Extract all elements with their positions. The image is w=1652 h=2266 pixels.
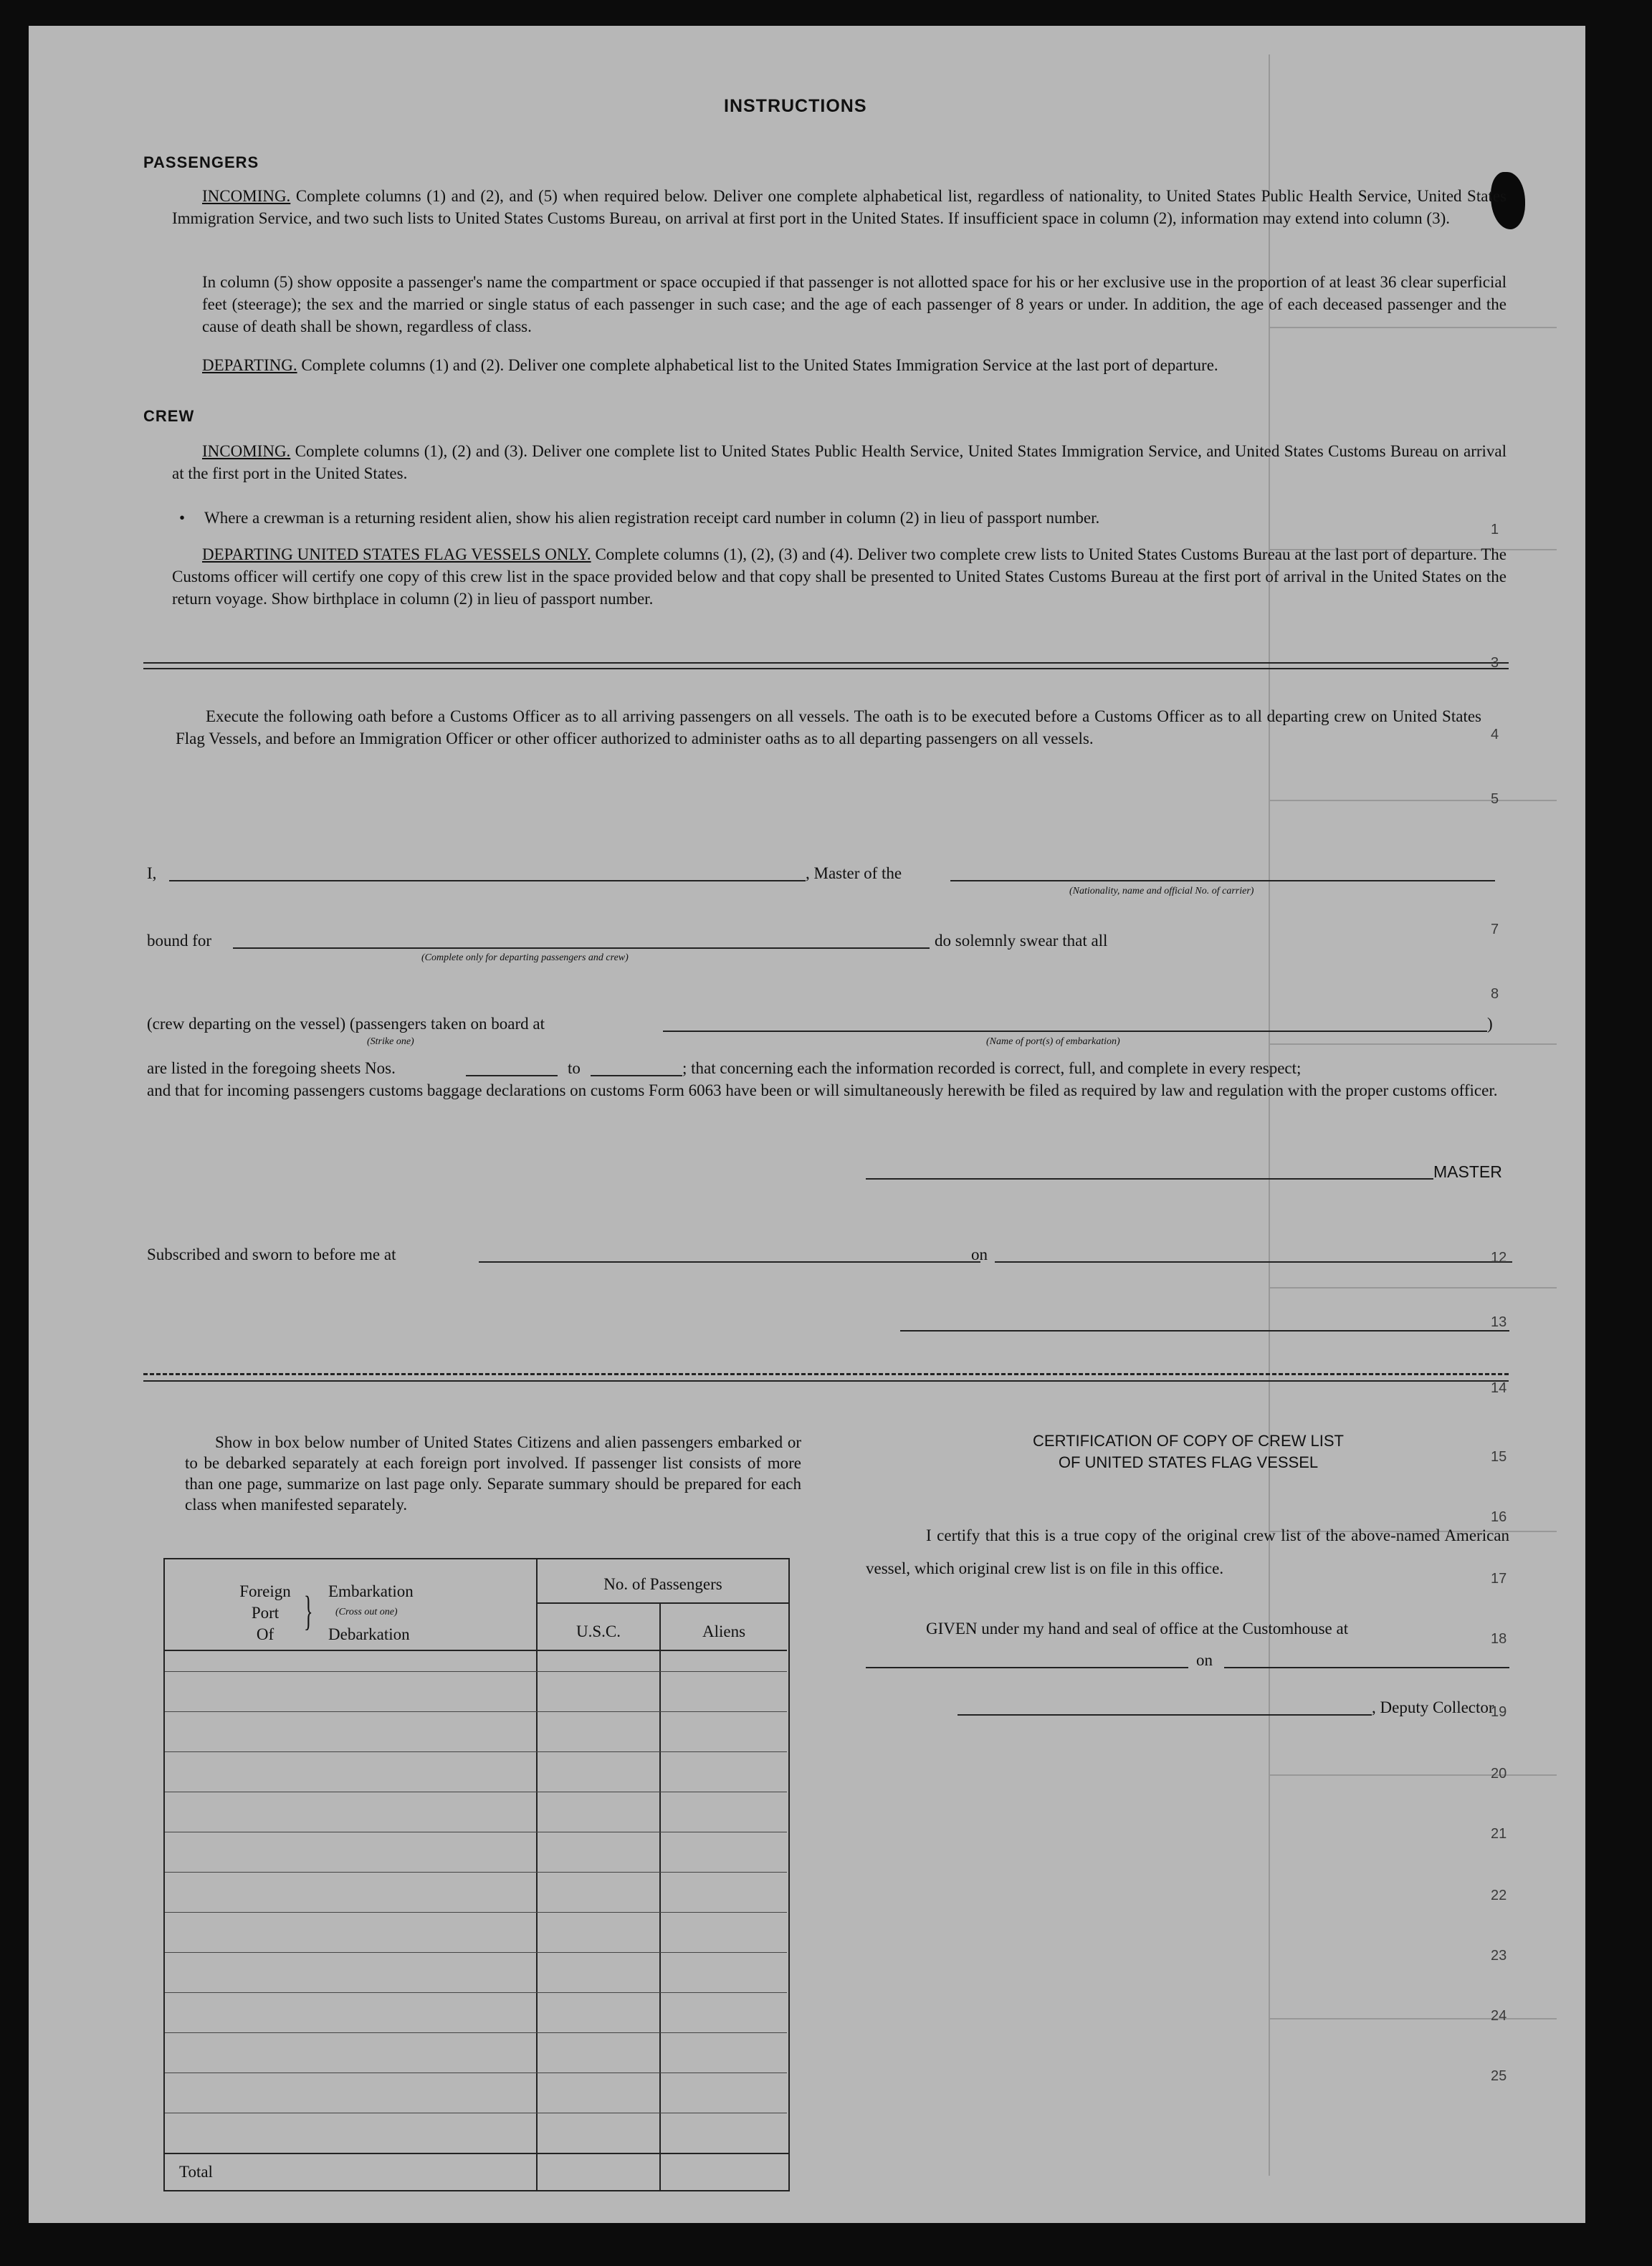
sheet-from-line[interactable] <box>466 1075 558 1076</box>
passengers-departing-label: DEPARTING. <box>202 356 297 374</box>
strike-caption: (Strike one) <box>367 1036 414 1047</box>
master-name-line[interactable] <box>169 880 806 881</box>
table-header-bottom <box>165 1650 787 1651</box>
bound-for-line[interactable] <box>233 947 930 949</box>
oath-i-label: I, <box>147 864 157 882</box>
to-label: to <box>568 1059 581 1077</box>
crew-alien-note: Where a crewman is a returning resident alien, show his alien registration receipt card number in column (2) in lieu of passport number. <box>204 509 1100 527</box>
crew-departing-label: DEPARTING UNITED STATES FLAG VESSELS ONLY. <box>202 545 591 563</box>
embarkation-caption: (Name of port(s) of embarkation) <box>986 1036 1120 1047</box>
master-label: MASTER <box>1433 1162 1502 1181</box>
certification-date-line[interactable] <box>1224 1667 1509 1668</box>
ghost-row-number: 8 <box>1491 986 1499 1002</box>
certification-title-line1: CERTIFICATION OF COPY OF CREW LIST <box>1033 1432 1344 1450</box>
crew-incoming-paragraph <box>172 440 1507 484</box>
swear-text: do solemnly swear that all <box>935 932 1108 950</box>
usc-header: U.S.C. <box>576 1622 621 1640</box>
master-signature-line[interactable] <box>866 1178 1433 1180</box>
ghost-row-number: 22 <box>1491 1888 1507 1903</box>
carrier-line[interactable] <box>950 880 1495 881</box>
ghost-row-number: 7 <box>1491 922 1499 937</box>
table-row <box>165 1872 787 1873</box>
page-title: INSTRUCTIONS <box>724 96 867 116</box>
embarkation-line[interactable] <box>663 1031 1487 1032</box>
closing-paren: ) <box>1487 1015 1493 1033</box>
passengers-column5-paragraph: In column (5) show opposite a passenger's name the compartment or space occupied if that passenger is not allotted space for his or her exclusive use in the proportion of at least 36 clear superficial feet (steerage); the sex and the married or single status of each passenger in such case; and the age of each passenger of 8 years or under. In addition, the age of each deceased passenger and the cause of death shall be shown, regardless of class. <box>202 273 1507 335</box>
crew-incoming-text: Complete columns (1), (2) and (3). Deliver one complete list to United States Public Health Service, United States Immigration Service, and United States Customs Bureau on arrival at the first port in the United States. <box>172 442 1507 482</box>
passengers-heading: PASSENGERS <box>143 153 259 171</box>
table-row <box>165 1711 787 1712</box>
ghost-row-number: 3 <box>1491 655 1499 671</box>
ghost-row-number: 5 <box>1491 791 1499 807</box>
table-subheader-line <box>536 1602 788 1604</box>
passengers-incoming-text: Complete columns (1) and (2), and (5) when required below. Deliver one complete alphabetical list, regardless of nationality, to United States Public Health Service, United States Immigration Service, and two such lists to United States Customs Bureau, on arrival at first port in the United States. If insufficient space in column (2), information may extend into column (3). <box>172 187 1507 227</box>
certification-on-label: on <box>1196 1651 1213 1669</box>
table-col-divider-2 <box>659 1602 661 2191</box>
officer-signature-line[interactable] <box>900 1330 1509 1332</box>
total-row-line <box>163 2153 788 2154</box>
ghost-row-number: 24 <box>1491 2008 1507 2024</box>
cross-out-caption: (Cross out one) <box>335 1607 398 1617</box>
subscribed-date-line[interactable] <box>995 1261 1512 1263</box>
oath-instruction: Execute the following oath before a Customs Officer as to all arriving passengers on all vessels. The oath is to be executed before a Customs Officer as to all departing crew on United States Flag Vessels, and before an Immigration Officer or other officer authorized to administer oaths as to all departing passengers on all vessels. <box>176 707 1481 747</box>
bound-caption: (Complete only for departing passengers and crew) <box>421 952 629 963</box>
total-label: Total <box>179 2163 213 2181</box>
ghost-row-number: 1 <box>1491 522 1499 537</box>
ghost-row-number: 17 <box>1491 1571 1507 1587</box>
crew-departing-text: Complete columns (1), (2), (3) and (4). Deliver two complete crew lists to United States Customs Bureau at the last port of departure. The Customs officer will certify one copy of this crew list in the space provided below and that copy shall be presented to United States Customs Bureau at the first port of arrival in the United States on the return voyage. Show birthplace in column (2) in lieu of passport number. <box>172 545 1507 608</box>
ghost-row-number: 23 <box>1491 1948 1507 1964</box>
crew-departing-paragraph <box>172 543 1507 610</box>
table-row <box>165 1912 787 1913</box>
certify-text: I certify that this is a true copy of the original crew list of the above-named American vessel, which original crew list is on file in this office. <box>866 1526 1509 1577</box>
ghost-row-number: 18 <box>1491 1631 1507 1647</box>
col-port-line3: Of <box>256 1625 274 1643</box>
table-col-divider-1 <box>536 1558 538 2191</box>
section-divider <box>143 662 1509 664</box>
col-port-line1: Foreign <box>239 1582 291 1600</box>
ghost-row-number: 16 <box>1491 1509 1507 1525</box>
sheet-to-line[interactable] <box>591 1075 682 1076</box>
ghost-row-number: 21 <box>1491 1826 1507 1842</box>
passengers-departing-text: Complete columns (1) and (2). Deliver one complete alphabetical list to the United States Immigration Service at the last port of departure. <box>301 356 1218 374</box>
table-row <box>165 1751 787 1752</box>
carrier-caption: (Nationality, name and official No. of carrier) <box>1069 886 1254 897</box>
summary-instruction: Show in box below number of United States Citizens and alien passengers embarked or to be debarked separately at each foreign port involved. If passenger list consists of more than one page, summarize on last page only. Separate summary should be prepared for each class when manifested separately. <box>185 1433 801 1514</box>
form-sheet <box>29 26 1585 2223</box>
table-row <box>165 1952 787 1953</box>
ghost-row-number: 19 <box>1491 1704 1507 1720</box>
certification-title-line2: OF UNITED STATES FLAG VESSEL <box>1058 1453 1319 1471</box>
ghost-row-number: 25 <box>1491 2068 1507 2084</box>
subscribed-label: Subscribed and sworn to before me at <box>147 1246 396 1263</box>
no-of-passengers-header: No. of Passengers <box>603 1575 722 1593</box>
crew-heading: CREW <box>143 407 195 425</box>
ghost-row-number: 4 <box>1491 727 1499 742</box>
crew-departing-text: (crew departing on the vessel) (passengers taken on board at <box>147 1015 545 1033</box>
customhouse-line[interactable] <box>866 1667 1188 1668</box>
section-divider-2 <box>143 668 1509 669</box>
deputy-collector-label: , Deputy Collector <box>1372 1698 1494 1716</box>
brace-glyph: } <box>304 1587 313 1634</box>
master-of-label: , Master of the <box>806 864 902 882</box>
passengers-incoming-label: INCOMING. <box>202 187 291 205</box>
aliens-header: Aliens <box>702 1622 746 1640</box>
ghost-row-number: 15 <box>1491 1449 1507 1465</box>
listed-prefix: are listed in the foregoing sheets Nos. <box>147 1059 396 1077</box>
ghost-row-number: 20 <box>1491 1766 1507 1782</box>
col-port-line2: Port <box>251 1604 280 1622</box>
table-row <box>165 1671 787 1672</box>
baggage-text: and that for incoming passengers customs baggage declarations on customs Form 6063 have been or will simultaneously herewith be filed as required by law and regulation with the proper customs officer. <box>147 1081 1498 1099</box>
lower-divider <box>143 1380 1509 1382</box>
given-text: GIVEN under my hand and seal of office at the Customhouse at <box>926 1620 1349 1638</box>
debarkation-label: Debarkation <box>328 1625 410 1643</box>
ghost-row-number: 14 <box>1491 1380 1507 1396</box>
passenger-summary-table <box>163 1558 790 2191</box>
bullet-mark: • <box>179 509 186 527</box>
ghost-row-number: 13 <box>1491 1314 1507 1330</box>
bound-for-label: bound for <box>147 932 212 950</box>
dashed-divider <box>143 1373 1509 1375</box>
deputy-signature-line[interactable] <box>958 1714 1372 1716</box>
embarkation-label: Embarkation <box>328 1582 414 1600</box>
subscribed-place-line[interactable] <box>479 1261 980 1263</box>
subscribed-on-label: on <box>971 1246 988 1263</box>
table-row <box>165 1992 787 1993</box>
ghost-row-number: 12 <box>1491 1250 1507 1266</box>
listed-suffix: ; that concerning each the information recorded is correct, full, and complete in every respect; <box>682 1059 1302 1077</box>
passengers-departing-paragraph <box>172 354 1507 376</box>
crew-incoming-label: INCOMING. <box>202 442 291 460</box>
passengers-incoming-paragraph <box>172 185 1507 229</box>
table-row <box>165 2032 787 2033</box>
